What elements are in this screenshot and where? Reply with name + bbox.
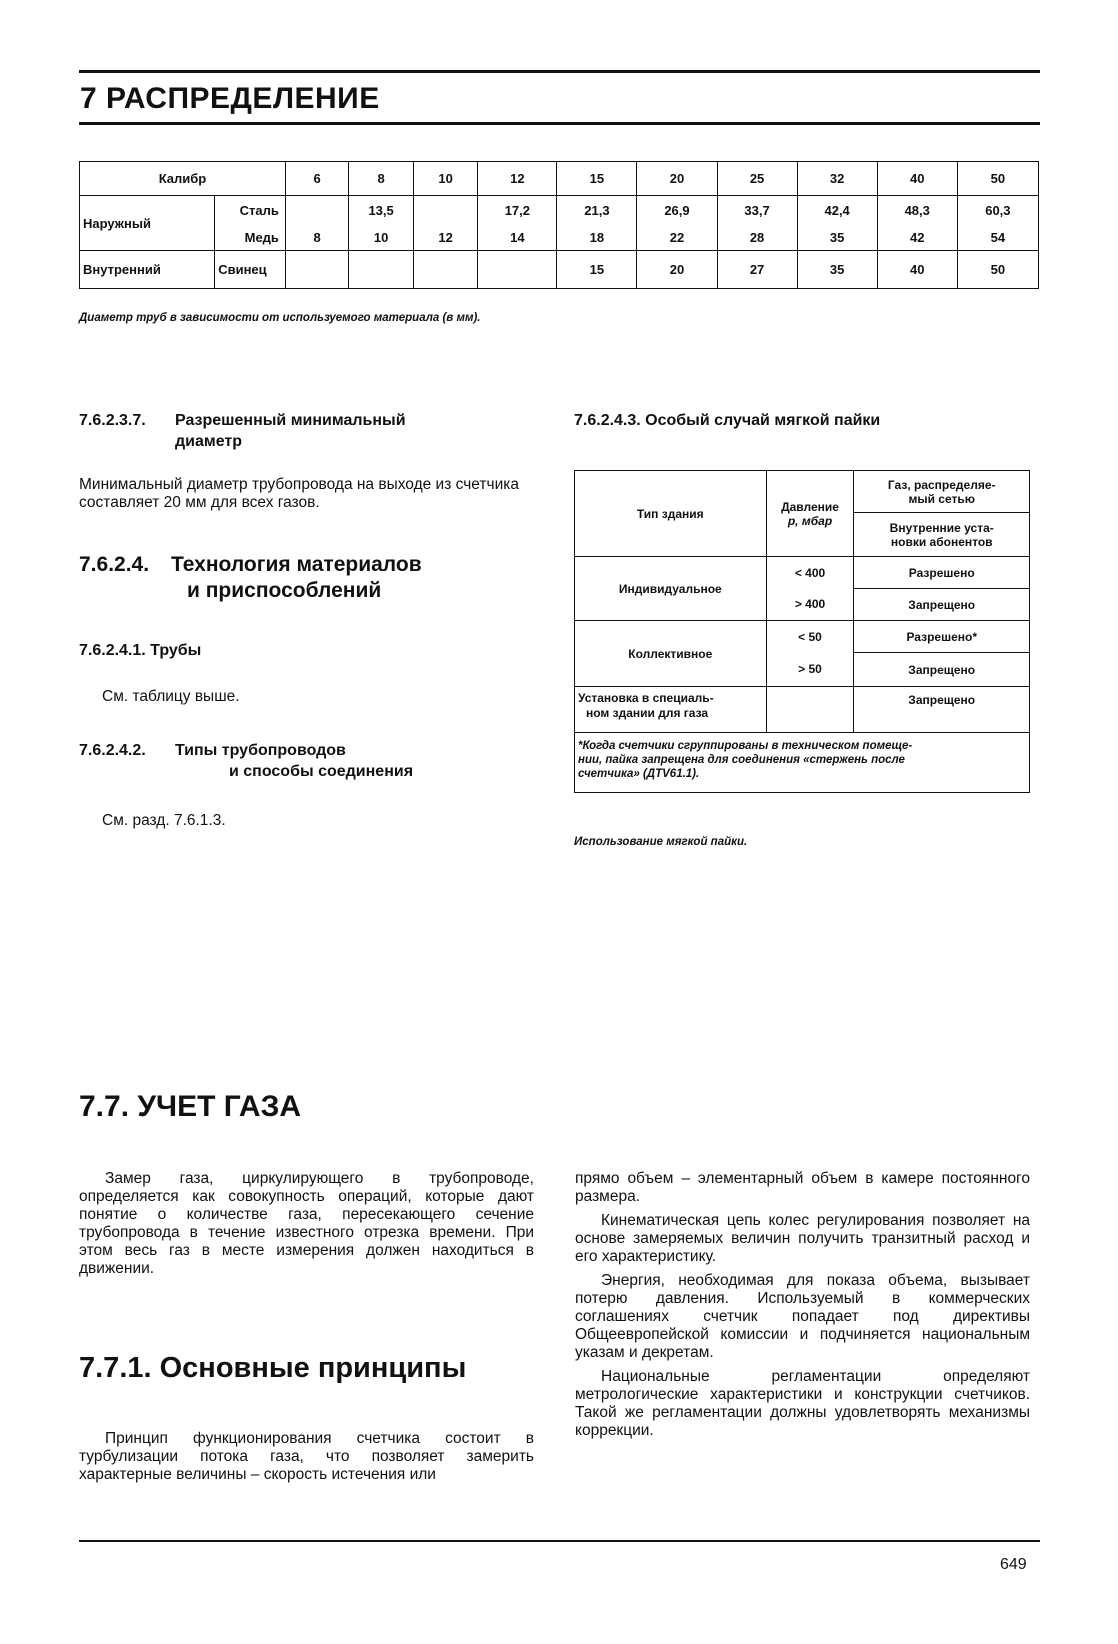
table-cell: 22 xyxy=(637,225,717,251)
pipe-table-caption: Диаметр труб в зависимости от используемого материала (в мм). xyxy=(79,312,481,324)
table-cell: 40 xyxy=(877,251,957,289)
table-cell: 48,3 xyxy=(877,196,957,225)
heading-7-6-2-4-2: 7.6.2.4.2. Типы трубопроводов и способы соединения xyxy=(79,742,414,780)
table-cell: Установка в специаль- ном здании для газа xyxy=(575,687,767,733)
table-cell: 35 xyxy=(797,251,877,289)
paragraph: См. таблицу выше. xyxy=(102,688,240,705)
table-cell: 8 xyxy=(285,225,348,251)
table-row xyxy=(575,557,1030,589)
material-label: Сталь xyxy=(215,196,286,225)
table-cell: 17,2 xyxy=(478,196,557,225)
heading-7-6-2-3-7: 7.6.2.3.7. Разрешенный минимальный диаметр xyxy=(79,412,406,450)
table-cell xyxy=(413,251,477,289)
table-cell: 10 xyxy=(349,225,413,251)
table-cell: 40 xyxy=(877,162,957,196)
table-cell: 28 xyxy=(717,225,797,251)
table-cell xyxy=(478,251,557,289)
table-cell: Запрещено xyxy=(854,687,1030,733)
paragraph: Кинематическая цепь колес регулирования позволяет на основе замеряемых величин получить транзитный расход и его характеристику. xyxy=(575,1212,1030,1265)
header-cell: Газ, распределяе- мый сетью xyxy=(854,471,1030,513)
table-cell xyxy=(413,196,477,225)
table-cell: > 400 xyxy=(766,589,854,621)
table-cell: 13,5 xyxy=(349,196,413,225)
table-row xyxy=(575,471,1030,513)
heading-7-6-2-4: 7.6.2.4. Технология материалов и приспособлений xyxy=(79,553,422,602)
table-cell: Запрещено xyxy=(854,653,1030,687)
table-cell xyxy=(349,251,413,289)
paragraph: Энергия, необходимая для показа объема, вызывает потерю давления. Используемый в коммерческих соглашениях счетчик попадает под директивы Общеевропейской комиссии и подчиняется национальным указам и декретам. xyxy=(575,1272,1030,1361)
solder-table-caption: Использование мягкой пайки. xyxy=(574,836,748,848)
table-cell: Коллективное xyxy=(575,621,767,687)
inner-label: Внутренний xyxy=(80,251,215,289)
table-cell xyxy=(285,196,348,225)
table-cell: 42 xyxy=(877,225,957,251)
table-cell: 6 xyxy=(285,162,348,196)
table-cell: 42,4 xyxy=(797,196,877,225)
paragraph: Минимальный диаметр трубопровода на выходе из счетчика составляет 20 мм для всех газов. xyxy=(79,476,519,511)
section-7-7-title: 7.7. УЧЕТ ГАЗА xyxy=(79,1090,302,1123)
table-cell: Индивидуальное xyxy=(575,557,767,621)
soft-solder-table xyxy=(574,470,1030,793)
table-cell: 15 xyxy=(557,162,637,196)
caliber-label: Калибр xyxy=(80,162,286,196)
footnote-cell: *Когда счетчики сгруппированы в техническом помеще- нии, пайка запрещена для соединения «стержень после счетчика» (ДТV61.1). xyxy=(575,733,1030,793)
paragraph: Замер газа, циркулирующего в трубопроводе, определяется как совокупность операций, которые дают понятие о количестве газа, пересекающего сечение трубопровода в течение известного отрезка времени. При этом весь газ в месте измерения должен находиться в движении. xyxy=(79,1170,534,1277)
table-cell: 20 xyxy=(637,251,717,289)
header-cell: Внутренние уста- новки абонентов xyxy=(854,513,1030,557)
table-cell: 10 xyxy=(413,162,477,196)
material-label: Свинец xyxy=(215,251,286,289)
section-7-7-1-title: 7.7.1. Основные принципы xyxy=(79,1352,467,1384)
table-cell: 35 xyxy=(797,225,877,251)
table-cell: Разрешено xyxy=(854,557,1030,589)
table-cell: 50 xyxy=(957,162,1038,196)
table-cell: Запрещено xyxy=(854,589,1030,621)
table-cell: 12 xyxy=(413,225,477,251)
outer-label: Наружный xyxy=(80,196,215,251)
table-cell xyxy=(285,251,348,289)
table-row xyxy=(80,196,1039,225)
table-cell xyxy=(766,687,854,733)
table-cell: 33,7 xyxy=(717,196,797,225)
table-row xyxy=(80,162,1039,196)
top-rule xyxy=(79,70,1040,73)
table-cell: 54 xyxy=(957,225,1038,251)
table-cell: 60,3 xyxy=(957,196,1038,225)
table-cell: 50 xyxy=(957,251,1038,289)
paragraph: прямо объем – элементарный объем в камере постоянного размера. xyxy=(575,1170,1030,1205)
right-text-column xyxy=(575,1170,1030,1440)
chapter-title: 7 РАСПРЕДЕЛЕНИЕ xyxy=(80,82,380,115)
table-row xyxy=(80,251,1039,289)
header-cell: Давление p, мбар xyxy=(766,471,854,557)
table-cell: 27 xyxy=(717,251,797,289)
chapter-rule xyxy=(79,122,1040,125)
table-cell: > 50 xyxy=(766,653,854,687)
table-cell: 20 xyxy=(637,162,717,196)
material-label: Медь xyxy=(215,225,286,251)
paragraph: См. разд. 7.6.1.3. xyxy=(102,812,226,829)
pipe-diameter-table xyxy=(79,161,1039,289)
table-row xyxy=(575,733,1030,793)
table-cell: 21,3 xyxy=(557,196,637,225)
paragraph: Национальные регламентации определяют метрологические характеристики и конструкции счетчиков. Такой же регламентации должны удовлетворять механизмы коррекции. xyxy=(575,1368,1030,1439)
table-row xyxy=(575,621,1030,653)
paragraph: Принцип функционирования счетчика состоит в турбулизации потока газа, что позволяет замерить характерные величины – скорость истечения или xyxy=(79,1430,534,1483)
table-cell: 18 xyxy=(557,225,637,251)
table-row xyxy=(575,687,1030,733)
table-cell: 25 xyxy=(717,162,797,196)
table-cell: < 400 xyxy=(766,557,854,589)
heading-7-6-2-4-1: 7.6.2.4.1. Трубы xyxy=(79,642,202,659)
heading-7-6-2-4-3: 7.6.2.4.3. Особый случай мягкой пайки xyxy=(574,412,881,429)
header-cell: Тип здания xyxy=(575,471,767,557)
table-cell: 12 xyxy=(478,162,557,196)
page-number: 649 xyxy=(1000,1556,1027,1573)
table-cell: 8 xyxy=(349,162,413,196)
table-cell: < 50 xyxy=(766,621,854,653)
bottom-rule xyxy=(79,1540,1040,1542)
table-cell: 32 xyxy=(797,162,877,196)
table-cell: 26,9 xyxy=(637,196,717,225)
table-cell: 14 xyxy=(478,225,557,251)
table-cell: 15 xyxy=(557,251,637,289)
table-cell: Разрешено* xyxy=(854,621,1030,653)
table-row xyxy=(80,225,1039,251)
